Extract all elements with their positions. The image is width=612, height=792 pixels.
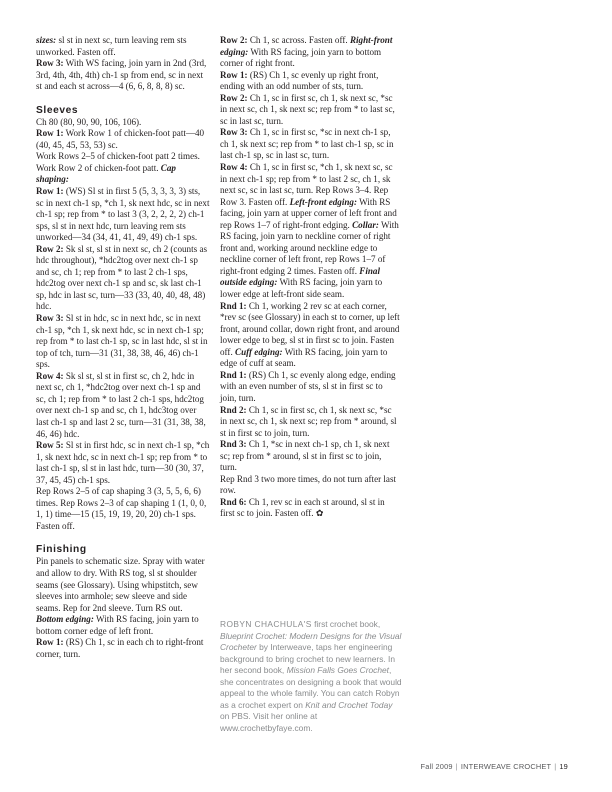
subsection-label: Cap shaping: [36,162,176,185]
row-label: Row 4: [220,162,248,173]
paragraph: Row 3: Sl st in hdc, sc in next hdc, sc in next ch-1 sp, *ch 1, sk next hdc, sc in next ch-1 sp; rep from * to last ch-1 sp, sc in last hdc, sl st in top of tch, turn—31 (31, 38, 38, 46, 46) ch-1 sps. [36,313,208,370]
paragraph: Row 4: Sk sl st, sl st in first sc, ch 2, hdc in next sc, ch 1, *hdc2tog over next ch-1 sp and sc, ch 1; rep from * to last 2 ch-1 sps, hdc2tog over next ch-1 sp and sc, ch 1, hdc3tog over last ch-1 sp and last 2 sc, turn—31 (31, 38, 38, 46, 46) hdc. [36,370,206,439]
footer-separator: | [554,762,557,771]
row-label: Row 3: [36,58,64,69]
paragraph: Row 1: (RS) Ch 1, sc in each ch to right-front corner, turn. [36,637,204,659]
row-label: Rnd 1: [220,300,247,311]
paragraph: Row 3: Ch 1, sc in first sc, *sc in next ch-1 sp, ch 1, sk next sc; rep from * to last ch-1 sp, sc in last ch-1 sp, sc in last sc, turn. [220,127,394,161]
paragraph: Row 2: Sk sl st, sl st in next sc, ch 2 (counts as hdc throughout), *hdc2tog over next ch-1 sp and sc, ch 1; rep from * to last 2 ch-1 sps, hdc2tog over next ch-1 sp and sc, sk last ch-1 sp, hdc in last sc, turn—33 (33, 40, 40, 48, 48) hdc. [36,243,208,312]
right-column [220,35,400,520]
paragraph: Rep Rnd 3 two more times, do not turn after last row. [220,473,397,496]
section-heading-finishing: Finishing [36,544,87,556]
show-title: Knit and Crochet Today [305,699,393,710]
issue-date: Fall 2009 [420,762,453,771]
label: sizes: [36,35,57,45]
author-name: ROBYN CHACHULA'S [220,619,312,629]
row-label: Row 1: [36,637,64,648]
paragraph: Row 4: Ch 1, sc in first sc, *ch 1, sk next sc, sc in next ch-1 sp; rep from * to last 2 sc, ch 1, sk next sc, sc in last sc, turn. Rep Rows 3–4. Rep Row 3. Fasten off. Left-front edging: With RS facing, join yarn at upper corner of left front and rep Rows 1–7 of right-front edging. Collar: With RS facing, join yarn to neckline corner of right front and, working around neckline edge to neckline corner of left front, rep Rows 1–7 of right-front edging 2 times. Fasten off. Final outside edging: With RS facing, join yarn to lower edge at left-front side seam. [220,162,399,300]
row-label: Row 2: [36,243,64,254]
row-label: Row 4: [36,370,64,381]
row-label: Row 3: [220,127,248,138]
row-label: Row 1: [220,69,248,80]
end-mark-icon: ✿ [315,508,324,519]
row-label: Row 1: [36,128,64,139]
row-label: Rnd 2: [220,404,247,415]
book-title: Mission Falls Goes Crochet [286,665,389,675]
left-column [36,35,210,660]
paragraph: Rnd 1: (RS) Ch 1, sc evenly along edge, ending with an even number of sts, sl st in first sc to join, turn. [220,369,396,403]
magazine-name: INTERWEAVE CROCHET [460,762,552,771]
row-label: Row 1: [36,186,64,197]
subsection-label: Cuff edging: [235,346,283,357]
paragraph: Rep Rows 2–5 of cap shaping 3 (3, 5, 5, 6, 6) times. Rep Rows 2–3 of cap shaping 1 (1, 0, 0, 1, 1) time—15 (15, 19, 19, 20, 20) ch-1 sps. Fasten off. [36,486,207,531]
row-label: Row 2: [220,92,248,103]
paragraph: Rnd 2: Ch 1, sc in first sc, ch 1, sk next sc, *sc in next sc, ch 1, sk next sc; rep from * around, sl st in first sc to join, turn. [220,404,397,438]
paragraph: Row 3: With WS facing, join yarn in 2nd (3rd, 3rd, 4th, 4th, 4th) ch-1 sp from end, sc in next st and each st across—4 (6, 6, 8, 8, 8) sc. [36,58,207,92]
subsection-label: Right-front edging: [220,35,393,57]
paragraph: Row 1: (WS) Sl st in first 5 (5, 3, 3, 3, 3) sts, sc in next ch-1 sp, *ch 1, sk next hdc, sc in next ch-1 sp; rep from * to last 3 (3, 2, 2, 2, 2) ch-1 sps, sl st in next hdc, turn leaving rem sts unworked—34 (34, 41, 41, 49, 49) ch-1 sps. [36,186,210,243]
paragraph: sizes: sl st in next sc, turn leaving rem sts unworked. Fasten off. [36,35,187,57]
book-title: Blueprint Crochet: Modern Designs for the Visual Crocheter [220,630,402,652]
footer-separator: | [455,762,458,771]
paragraph: Row 1: Work Row 1 of chicken-foot patt—40 (40, 45, 45, 53, 53) sc. [36,128,205,150]
subsection-label: Bottom edging: [36,614,94,625]
paragraph: Rnd 3: Ch 1, *sc in next ch-1 sp, ch 1, sk next sc; rep from * around, sl st in first sc to join, turn. [220,439,390,473]
row-label: Row 2: [220,35,248,45]
row-label: Row 3: [36,313,64,324]
paragraph: Row 2: Ch 1, sc across. Fasten off. Right-front edging: With RS facing, join yarn to bottom corner of right front. [220,35,393,69]
paragraph: Row 5: Sl st in first hdc, sc in next ch-1 sp, *ch 1, sk next hdc, sc in next ch-1 sp; rep from * to last ch-1 sp, sl st in last hdc, turn—30 (30, 37, 37, 45, 45) ch-1 sps. [36,440,210,485]
section-heading-sleeves: Sleeves [36,104,79,116]
paragraph: Rnd 1: Ch 1, working 2 rev sc at each corner, *rev sc (see Glossary) in each st to corner, up left front, around collar, down right front, and around lower edge to beg, sl st in first sc to join. Fasten off. Cuff edging: With RS facing, join yarn to edge of cuff at seam. [220,300,400,369]
page-footer [421,762,568,771]
page-number: 19 [559,762,568,771]
subsection-label: Left-front edging: [289,196,357,207]
row-label: Rnd 3: [220,439,247,450]
paragraph: Pin panels to schematic size. Spray with water and allow to dry. With RS tog, sl st shoulder seams (see Glossary). Using whipstitch, sew sleeves into armhole; sew sleeve and side seams. Rep for 2nd sleeve. Turn RS out. Bottom edging: With RS facing, join yarn to bottom corner edge of left front. [36,556,205,636]
row-label: Rnd 1: [220,369,247,380]
paragraph: Row 1: (RS) Ch 1, sc evenly up right front, ending with an odd number of sts, turn. [220,69,379,92]
row-label: Row 5: [36,440,64,451]
subsection-label: Final outside edging: [220,265,380,288]
paragraph: Row 2: Ch 1, sc in first sc, ch 1, sk next sc, *sc in next sc, ch 1, sk next sc; rep from * to last sc, sc in last sc, turn. [220,92,395,126]
author-bio: ROBYN CHACHULA'S first crochet book, Blueprint Crochet: Modern Designs for the Visual Crocheter by Interweave, taps her engineering background to bring crochet to new learners. In her second book, Mission Falls Goes Crochet, she concentrates on designing a book that would appeal to the whole family. You can catch Robyn as a crochet expert on Knit and Crochet Today on PBS. Visit her online at www.crochetbyfaye.com. [220,619,402,733]
paragraph: Work Rows 2–5 of chicken-foot patt 2 times. Work Row 2 of chicken-foot patt. Cap shaping: [36,151,200,185]
subsection-label: Collar: [352,219,379,230]
paragraph: Ch 80 (80, 90, 90, 106, 106). [36,116,142,127]
row-label: Rnd 6: [220,496,247,507]
paragraph: Rnd 6: Ch 1, rev sc in each st around, sl st in first sc to join. Fasten off. ✿ [220,496,385,519]
